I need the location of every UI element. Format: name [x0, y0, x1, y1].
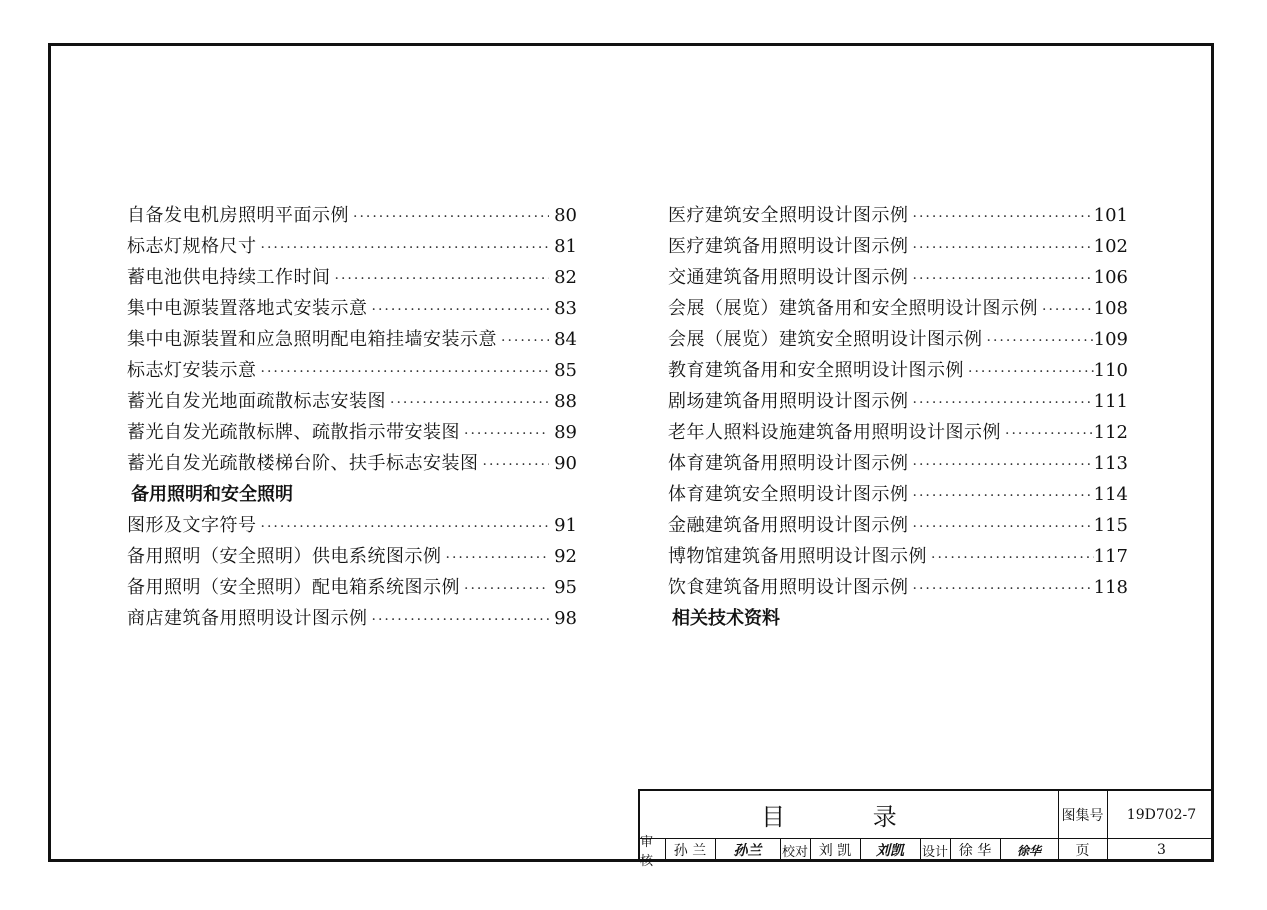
toc-entry	[127, 572, 577, 603]
toc-entry	[127, 293, 577, 324]
section-heading-related-data: 相关技术资料	[672, 608, 780, 629]
toc-entry-page: 117	[1093, 546, 1128, 567]
toc-entry-title: 剧场建筑备用照明设计图示例	[668, 391, 909, 412]
toc-entry-page: 111	[1093, 391, 1128, 412]
toc-entry	[127, 355, 577, 386]
toc-entry-title: 博物馆建筑备用照明设计图示例	[668, 546, 927, 567]
toc-entry	[668, 293, 1128, 324]
toc-entry	[668, 262, 1128, 293]
toc-leader-dots	[368, 605, 550, 636]
toc-entry	[127, 200, 577, 231]
toc-entry	[668, 479, 1128, 510]
toc-leader-dots	[983, 326, 1094, 357]
toc-entry	[668, 355, 1128, 386]
atlas-number-label: 图集号	[1061, 807, 1104, 824]
toc-entry-page: 80	[554, 205, 577, 226]
toc-entry-page: 113	[1093, 453, 1128, 474]
toc-entry-title: 会展（展览）建筑备用和安全照明设计图示例	[668, 298, 1038, 319]
designer-name: 徐 华	[958, 843, 992, 859]
toc-entry-page: 109	[1093, 329, 1128, 350]
toc-leader-dots	[368, 295, 550, 326]
toc-leader-dots	[909, 574, 1094, 605]
toc-entry-title: 蓄光自发光地面疏散标志安装图	[127, 391, 386, 412]
toc-entry	[668, 200, 1128, 231]
toc-leader-dots	[909, 450, 1094, 481]
toc-entry	[127, 603, 577, 634]
toc-entry-page: 82	[554, 267, 577, 288]
toc-entry	[668, 541, 1128, 572]
check-label: 校对	[781, 844, 808, 860]
toc-entry-title: 集中电源装置和应急照明配电箱挂墙安装示意	[127, 329, 497, 350]
toc-entry-page: 98	[554, 608, 577, 629]
toc-entry-title: 体育建筑安全照明设计图示例	[668, 484, 909, 505]
toc-leader-dots	[909, 512, 1094, 543]
toc-entry	[127, 324, 577, 355]
toc-leader-dots	[909, 481, 1094, 512]
reviewer-signature: 孙兰	[733, 843, 762, 859]
toc-entry-title: 备用照明（安全照明）供电系统图示例	[127, 546, 442, 567]
title-block	[638, 789, 1214, 869]
toc-entry-page: 81	[554, 236, 577, 257]
toc-entry-page: 115	[1093, 515, 1128, 536]
design-label: 设计	[921, 844, 948, 860]
toc-leader-dots	[257, 357, 550, 388]
toc-entry	[127, 231, 577, 262]
toc-left-column	[127, 200, 577, 634]
review-label: 审核	[640, 835, 654, 869]
toc-entry-title: 医疗建筑安全照明设计图示例	[668, 205, 909, 226]
toc-entry-title: 交通建筑备用照明设计图示例	[668, 267, 909, 288]
toc-entry-page: 102	[1093, 236, 1128, 257]
toc-leader-dots	[1038, 295, 1094, 326]
toc-entry-title: 饮食建筑备用照明设计图示例	[668, 577, 909, 598]
toc-leader-dots	[497, 326, 549, 357]
toc-entry-title: 备用照明（安全照明）配电箱系统图示例	[127, 577, 460, 598]
toc-entry-page: 110	[1093, 360, 1128, 381]
toc-entry-title: 集中电源装置落地式安装示意	[127, 298, 368, 319]
toc-entry-page: 89	[554, 422, 577, 443]
toc-entry	[668, 231, 1128, 262]
toc-leader-dots	[964, 357, 1094, 388]
toc-entry-title: 标志灯规格尺寸	[127, 236, 257, 257]
toc-leader-dots	[909, 264, 1094, 295]
toc-entry	[668, 448, 1128, 479]
toc-entry	[668, 572, 1128, 603]
toc-entry-title: 医疗建筑备用照明设计图示例	[668, 236, 909, 257]
toc-entry-page: 101	[1093, 205, 1128, 226]
toc-entry	[668, 510, 1128, 541]
toc-leader-dots	[1001, 419, 1094, 450]
toc-entry-page: 90	[554, 453, 577, 474]
toc-leader-dots	[909, 202, 1094, 233]
checker-name: 刘 凯	[818, 843, 852, 859]
toc-entry-title: 标志灯安装示意	[127, 360, 257, 381]
toc-entry-title: 会展（展览）建筑安全照明设计图示例	[668, 329, 983, 350]
toc-entry-page: 84	[554, 329, 577, 350]
drawing-title: 目 录	[761, 803, 937, 831]
toc-entry-title: 自备发电机房照明平面示例	[127, 205, 349, 226]
toc-entry-title: 蓄光自发光疏散楼梯台阶、扶手标志安装图	[127, 453, 479, 474]
toc-entry-title: 蓄电池供电持续工作时间	[127, 267, 331, 288]
toc-entry-title: 蓄光自发光疏散标牌、疏散指示带安装图	[127, 422, 460, 443]
toc-entry	[127, 262, 577, 293]
toc-entry-title: 商店建筑备用照明设计图示例	[127, 608, 368, 629]
page-number: 3	[1157, 842, 1166, 858]
toc-entry	[127, 448, 577, 479]
toc-leader-dots	[909, 233, 1094, 264]
toc-leader-dots	[257, 512, 550, 543]
toc-entry	[668, 386, 1128, 417]
toc-entry	[127, 541, 577, 572]
toc-entry	[127, 386, 577, 417]
toc-leader-dots	[927, 543, 1094, 574]
reviewer-name: 孙 兰	[673, 843, 707, 859]
toc-entry-page: 85	[554, 360, 577, 381]
toc-entry-page: 91	[554, 515, 577, 536]
toc-entry	[668, 417, 1128, 448]
toc-leader-dots	[386, 388, 549, 419]
toc-entry-page: 112	[1093, 422, 1128, 443]
toc-leader-dots	[257, 233, 550, 264]
toc-entry-page: 118	[1093, 577, 1128, 598]
toc-leader-dots	[331, 264, 550, 295]
toc-entry-page: 114	[1093, 484, 1128, 505]
toc-entry-page: 83	[554, 298, 577, 319]
toc-entry-title: 体育建筑备用照明设计图示例	[668, 453, 909, 474]
toc-leader-dots	[349, 202, 549, 233]
toc-entry-page: 92	[554, 546, 577, 567]
toc-entry-page: 108	[1093, 298, 1128, 319]
toc-entry-page: 95	[554, 577, 577, 598]
section-heading-backup-lighting: 备用照明和安全照明	[131, 484, 293, 505]
toc-entry-page: 106	[1093, 267, 1128, 288]
toc-entry-title: 金融建筑备用照明设计图示例	[668, 515, 909, 536]
toc-entry-title: 教育建筑备用和安全照明设计图示例	[668, 360, 964, 381]
toc-leader-dots	[460, 574, 549, 605]
checker-signature: 刘凯	[876, 843, 904, 859]
toc-leader-dots	[460, 419, 549, 450]
toc-leader-dots	[442, 543, 550, 574]
toc-entry	[668, 324, 1128, 355]
atlas-number: 19D702-7	[1126, 806, 1197, 823]
toc-entry	[127, 417, 577, 448]
toc-leader-dots	[909, 388, 1094, 419]
toc-entry	[127, 510, 577, 541]
page-label: 页	[1075, 843, 1090, 859]
toc-right-column	[668, 200, 1128, 634]
designer-signature: 徐华	[1016, 843, 1041, 858]
toc-entry-page: 88	[554, 391, 577, 412]
toc-entry-title: 老年人照料设施建筑备用照明设计图示例	[668, 422, 1001, 443]
toc-entry-title: 图形及文字符号	[127, 515, 257, 536]
toc-leader-dots	[479, 450, 550, 481]
